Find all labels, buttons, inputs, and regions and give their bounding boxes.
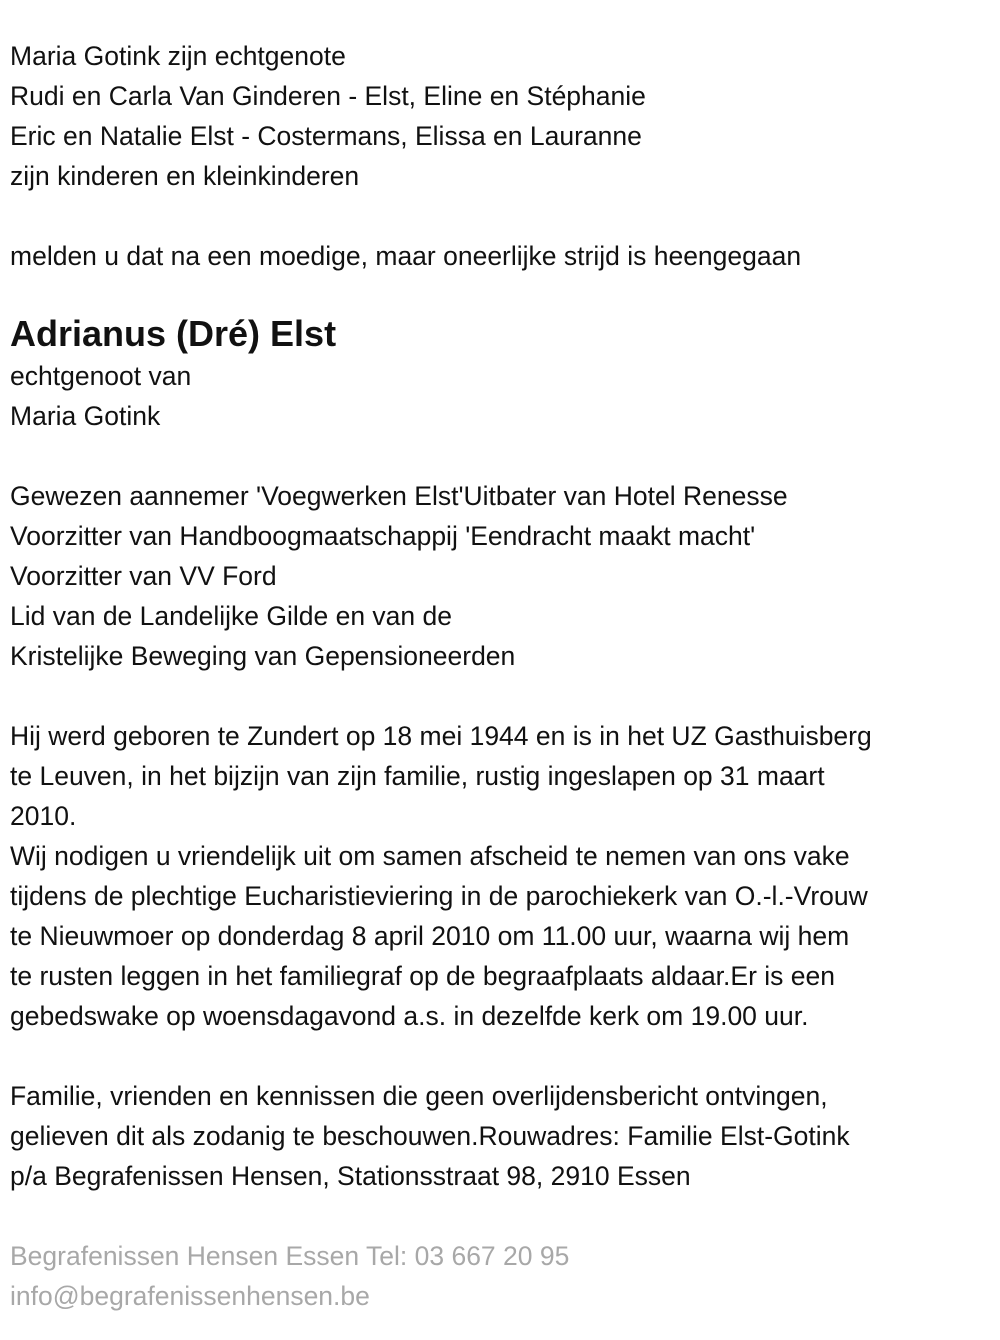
announcer-line: zijn kinderen en kleinkinderen	[10, 161, 360, 191]
details-line: Hij werd geboren te Zundert op 18 mei 1944 en is in het UZ Gasthuisberg	[10, 721, 872, 751]
function-line: Voorzitter van VV Ford	[10, 561, 277, 591]
details-line: gebedswake op woensdagavond a.s. in dezelfde kerk om 19.00 uur.	[10, 1001, 809, 1031]
details	[10, 716, 872, 1036]
company-phone: Begrafenissen Hensen Essen Tel: 03 667 20 95	[10, 1241, 570, 1271]
obituary-notice	[10, 36, 872, 1316]
closing-line: Familie, vrienden en kennissen die geen overlijdensbericht ontvingen,	[10, 1081, 828, 1111]
intro-text: melden u dat na een moedige, maar oneerlijke strijd is heengegaan	[10, 241, 802, 271]
function-line: Voorzitter van Handboogmaatschappij 'Eendracht maakt macht'	[10, 521, 756, 551]
details-line: te Nieuwmoer op donderdag 8 april 2010 om 11.00 uur, waarna wij hem	[10, 921, 850, 951]
details-line: Wij nodigen u vriendelijk uit om samen afscheid te nemen van ons vake	[10, 841, 850, 871]
announcers	[10, 36, 872, 196]
email-link[interactable]: info@begrafenissenhensen.be	[10, 1281, 370, 1311]
closing-line: gelieven dit als zodanig te beschouwen.Rouwadres: Familie Elst-Gotink	[10, 1121, 850, 1151]
details-line: 2010.	[10, 801, 77, 831]
functions	[10, 476, 872, 676]
closing	[10, 1076, 872, 1196]
closing-line: p/a Begrafenissen Hensen, Stationsstraat 98, 2910 Essen	[10, 1161, 691, 1191]
details-line: te rusten leggen in het familiegraf op de begraafplaats aldaar.Er is een	[10, 961, 835, 991]
details-line: te Leuven, in het bijzijn van zijn familie, rustig ingeslapen op 31 maart	[10, 761, 825, 791]
details-line: tijdens de plechtige Eucharistieviering in de parochiekerk van O.-l.-Vrouw	[10, 881, 868, 911]
function-line: Lid van de Landelijke Gilde en van de	[10, 601, 452, 631]
announcer-line: Eric en Natalie Elst - Costermans, Elissa en Lauranne	[10, 121, 642, 151]
deceased-name: Adrianus (Dré) Elst	[10, 313, 337, 354]
function-line: Gewezen aannemer 'Voegwerken Elst'Uitbater van Hotel Renesse	[10, 481, 788, 511]
spouse-line: echtgenoot van	[10, 361, 192, 391]
footer	[10, 1236, 872, 1316]
announcer-line: Rudi en Carla Van Ginderen - Elst, Eline en Stéphanie	[10, 81, 646, 111]
spouse-line: Maria Gotink	[10, 401, 161, 431]
announcer-line: Maria Gotink zijn echtgenote	[10, 41, 346, 71]
function-line: Kristelijke Beweging van Gepensioneerden	[10, 641, 516, 671]
